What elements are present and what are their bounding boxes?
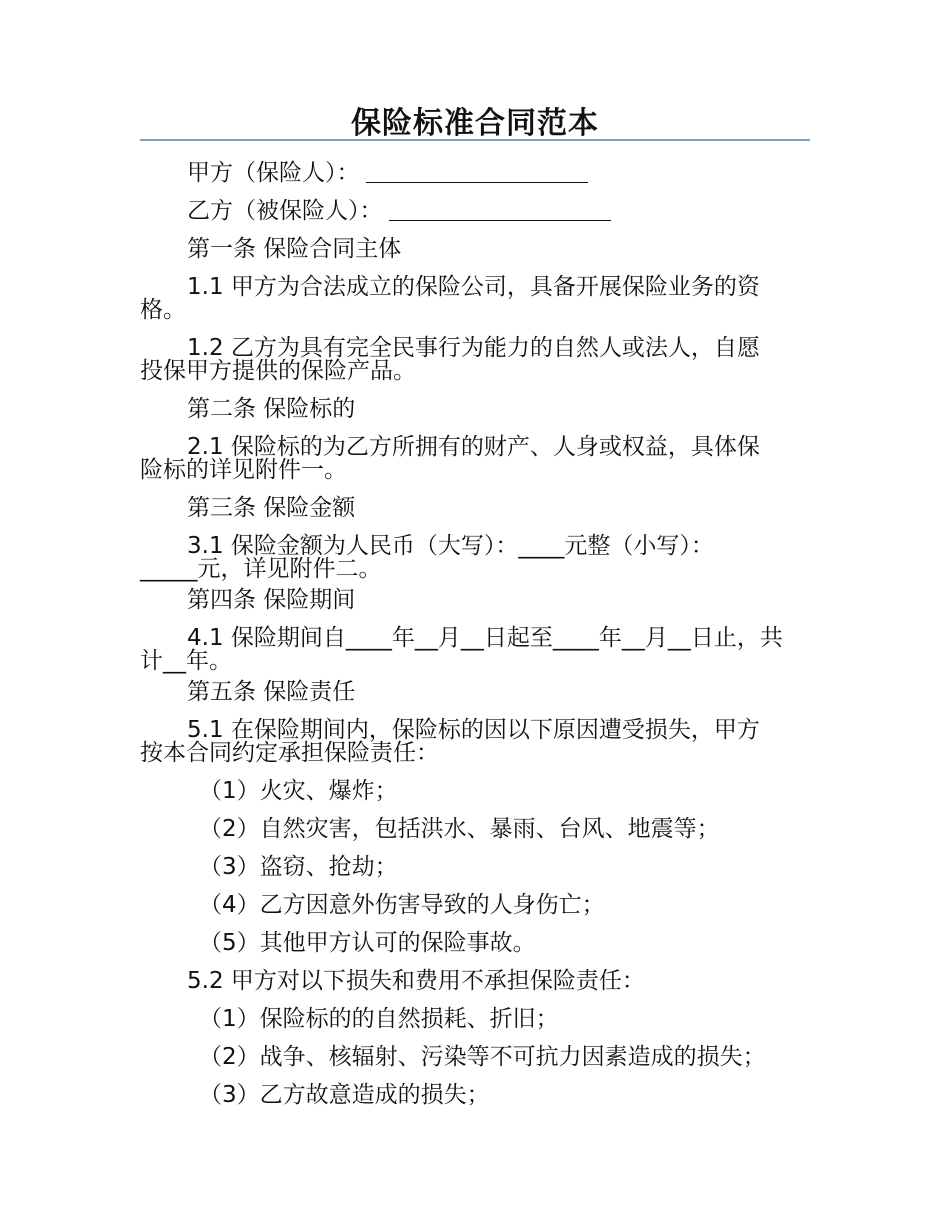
clause-2-1: 2.1 保险标的为乙方所拥有的财产、人身或权益，具体保 — [187, 434, 760, 460]
clause-5-1-cont: 按本合同约定承担保险责任： — [140, 740, 439, 766]
clause-5-2: 5.2 甲方对以下损失和费用不承担保险责任： — [187, 968, 645, 994]
clause-4-1: 4.1 保险期间自____年__月__日起至____年__月__日止，共 — [187, 625, 783, 651]
party-a-label: 甲方（保险人）： — [187, 160, 360, 186]
clause-5-1: 5.1 在保险期间内，保险标的因以下原因遭受损失，甲方 — [187, 717, 760, 743]
list-item: （1）保险标的的自然损耗、折旧； — [199, 1006, 559, 1032]
list-item: （5）其他甲方认可的保险事故。 — [199, 930, 536, 956]
article-2-heading: 第二条 保险标的 — [187, 396, 356, 422]
party-b-blank — [389, 200, 611, 221]
article-3-heading: 第三条 保险金额 — [187, 495, 356, 521]
article-4-heading: 第四条 保险期间 — [187, 587, 356, 613]
list-item: （3）乙方故意造成的损失； — [199, 1082, 490, 1108]
list-item: （4）乙方因意外伤害导致的人身伤亡； — [199, 892, 605, 918]
article-5-heading: 第五条 保险责任 — [187, 679, 356, 705]
clause-2-1-cont: 险标的详见附件一。 — [140, 457, 347, 483]
party-b-label: 乙方（被保险人）： — [187, 198, 383, 224]
party-b-line — [140, 200, 810, 223]
list-item: （2）自然灾害，包括洪水、暴雨、台风、地震等； — [199, 816, 720, 842]
page-title: 保险标准合同范本 — [351, 106, 599, 141]
clause-1-1: 1.1 甲方为合法成立的保险公司，具备开展保险业务的资 — [187, 274, 760, 300]
party-a-blank — [366, 162, 588, 183]
clause-1-2-cont: 投保甲方提供的保险产品。 — [140, 358, 416, 384]
title-underline — [140, 139, 810, 141]
list-item: （3）盗窃、抢劫； — [199, 854, 398, 880]
list-item: （1）火灾、爆炸； — [199, 778, 398, 804]
party-a-line — [140, 162, 810, 185]
clause-3-1: 3.1 保险金额为人民币（大写）：____元整（小写）： — [187, 533, 714, 559]
clause-1-1-cont: 格。 — [140, 297, 186, 323]
article-1-heading: 第一条 保险合同主体 — [187, 236, 402, 262]
contract-body — [140, 156, 810, 1107]
clause-1-2: 1.2 乙方为具有完全民事行为能力的自然人或法人，自愿 — [187, 335, 760, 361]
list-item: （2）战争、核辐射、污染等不可抗力因素造成的损失； — [199, 1044, 766, 1070]
clause-4-1-cont: 计__年。 — [140, 648, 232, 674]
clause-3-1-cont: _____元，详见附件二。 — [140, 556, 382, 582]
